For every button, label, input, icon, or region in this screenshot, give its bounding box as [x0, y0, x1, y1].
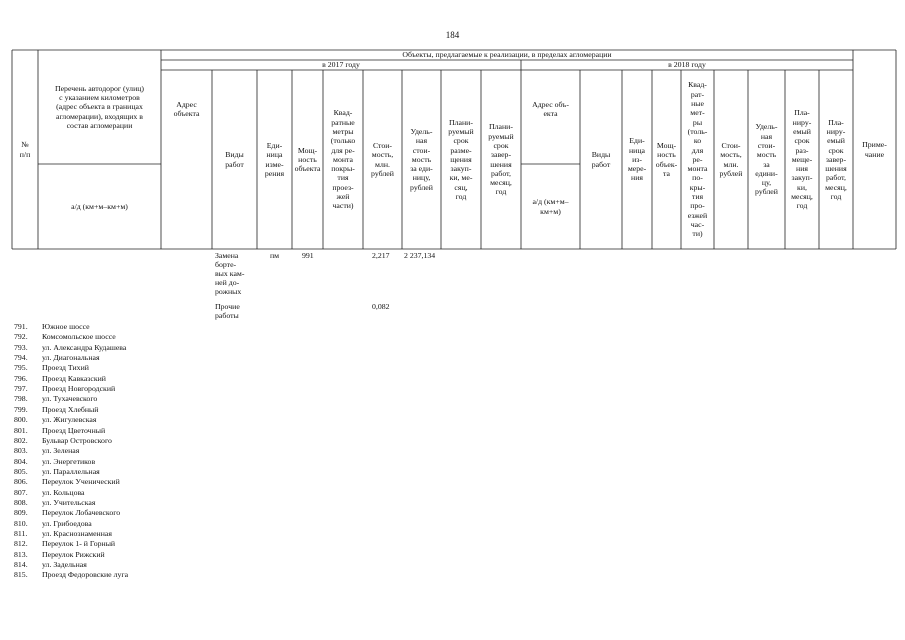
road-name: ул. Грибоедова	[42, 518, 92, 528]
year-2018-header: в 2018 году	[668, 60, 706, 70]
road-name: Переулок 1- й Горный	[42, 539, 116, 549]
table-row	[14, 488, 85, 498]
road-name: Южное шоссе	[42, 322, 90, 331]
road-name: Проезд Тихий	[42, 363, 89, 373]
year-2017-header: в 2017 году	[322, 60, 360, 70]
top-span-header: Объекты, предлагаемые к реализации, в пределах агломерации	[402, 50, 612, 60]
y2017-sqm-header: Квад- ратные метры (только для ре- монта покры- тия проез- жей части)	[330, 108, 356, 211]
y2018-plan-place-header: Пла- ниру- емый срок раз- меще- ния закуп- ки, месяц, год	[791, 108, 813, 211]
y2017-plan-place-header: Плани- руемый срок разме- щения закуп- ки, ме- сяц, год	[448, 117, 474, 202]
road-name: ул. Учительская	[42, 497, 96, 507]
road-name: Проезд Кавказский	[42, 373, 106, 383]
table-row	[14, 457, 95, 467]
col-road-list-header: Перечень автодорог (улиц) с указанием километров (адрес объекта в границах агломерации), входящих в состав агломерации	[54, 83, 145, 130]
page-number: 184	[445, 30, 460, 40]
road-name: ул. Александра Кудашева	[42, 342, 127, 352]
table-row	[14, 415, 96, 425]
road-name: Переулок Лобачевского	[42, 508, 121, 518]
row-number: 811.	[14, 529, 28, 538]
table-row	[14, 332, 116, 342]
y2018-km-header: а/д (км+м– км+м)	[532, 197, 569, 216]
table-row	[14, 384, 115, 394]
road-name: ул. Диагональная	[42, 353, 100, 363]
table-row	[14, 539, 115, 549]
table-row	[14, 498, 95, 508]
row-number: 812.	[14, 539, 28, 549]
y2018-unit-header: Еди- ница из- мере- ния	[627, 136, 647, 183]
row-number: 796.	[14, 373, 28, 383]
y2017-unit-cost-header: Удель- ная стои- мость за еди- ницу, рублей	[410, 126, 433, 192]
row-number: 810.	[14, 518, 28, 528]
table-row	[14, 394, 97, 404]
row-number: 815.	[14, 570, 28, 580]
row-number: 806.	[14, 477, 28, 487]
road-name: Переулок Рижский	[42, 549, 105, 559]
row-number: 791.	[14, 322, 28, 331]
y2018-address-header: Адрес объ- екта	[532, 100, 569, 119]
work-row-1-unit-cost: 2 237,134	[404, 251, 436, 260]
row-number: 802.	[14, 435, 28, 445]
row-number: 807.	[14, 487, 28, 497]
table-row	[14, 560, 87, 570]
table-row	[14, 519, 92, 529]
work-row-1-works: Замена борте- вых кам- ней до- рожных	[215, 251, 245, 296]
row-number: 800.	[14, 415, 28, 425]
row-number: 794.	[14, 353, 28, 363]
work-row-1-power: 991	[302, 251, 314, 260]
work-row-1-cost: 2,217	[372, 251, 390, 260]
table-row	[14, 436, 112, 446]
col-km-header: а/д (км+м–км+м)	[71, 201, 128, 211]
y2017-address-header: Адрес объекта	[173, 100, 200, 119]
y2017-power-header: Мощ- ность объекта	[294, 145, 321, 174]
y2017-works-header: Виды работ	[225, 150, 244, 169]
note-header: Приме- чание	[862, 140, 887, 159]
road-name: ул. Жигулевская	[42, 415, 97, 425]
row-number: 792.	[14, 332, 28, 342]
road-name: Бульвар Островского	[42, 435, 112, 445]
row-number: 804.	[14, 456, 28, 466]
road-name: ул. Краснознаменная	[42, 529, 112, 538]
row-number: 801.	[14, 425, 28, 435]
road-name: ул. Зеленая	[42, 446, 80, 456]
col-number-header: № п/п	[19, 140, 31, 159]
table-row	[14, 363, 89, 373]
table-row	[14, 570, 128, 580]
road-name: Комсомольское шоссе	[42, 332, 116, 342]
row-number: 795.	[14, 363, 28, 373]
y2018-sqm-header: Квад- рат- ные мет- ры (толь- ко для ре- монта по- кры- тия про- езжей час- ти)	[687, 80, 708, 239]
y2018-unit-cost-header: Удель- ная стои- мость за едини- цу, рублей	[755, 122, 778, 197]
row-number: 813.	[14, 549, 28, 559]
y2017-unit-header: Еди- ница изме- рения	[264, 140, 285, 178]
y2018-cost-header: Стои- мость, млн. рублей	[719, 140, 743, 178]
row-number: 803.	[14, 446, 28, 456]
table-row	[14, 446, 79, 456]
road-name: Проезд Цветочный	[42, 425, 106, 435]
work-row-1-unit: пм	[270, 251, 280, 260]
y2018-power-header: Мощ- ность объек- та	[655, 140, 678, 178]
table-row	[14, 405, 98, 415]
road-name: Переулок Ученический	[42, 477, 120, 487]
road-name: Проезд Новгородский	[42, 384, 116, 394]
road-name: ул. Кольцова	[42, 487, 85, 497]
row-number: 809.	[14, 508, 28, 518]
table-row	[14, 467, 100, 477]
row-number: 798.	[14, 394, 28, 404]
row-number: 808.	[14, 497, 28, 507]
y2017-plan-finish-header: Плани- руемый срок завер- шения работ, месяц, год	[488, 122, 514, 197]
y2018-plan-finish-header: Пла- ниру- емый срок завер- шения работ, месяц, год	[825, 117, 847, 202]
work-row-2-cost: 0,082	[372, 302, 390, 311]
table-row	[14, 529, 112, 539]
table-row	[14, 343, 126, 353]
work-row-2-works: Прочие работы	[215, 302, 240, 320]
table-row	[14, 353, 100, 363]
row-number: 814.	[14, 560, 28, 570]
y2017-cost-header: Стои- мость, млн. рублей	[371, 140, 394, 178]
road-name: ул. Тухачевского	[42, 394, 98, 404]
row-number: 793.	[14, 342, 28, 352]
table-row	[14, 550, 105, 560]
row-number: 799.	[14, 404, 28, 414]
road-name: ул. Энергетиков	[42, 456, 96, 466]
row-number: 797.	[14, 384, 28, 394]
table-row	[14, 508, 120, 518]
road-name: ул. Задельная	[42, 560, 87, 570]
road-name: Проезд Хлебный	[42, 404, 99, 414]
table-row	[14, 322, 90, 332]
y2018-works-header: Виды работ	[591, 150, 611, 169]
row-number: 805.	[14, 466, 28, 476]
table-row	[14, 426, 105, 436]
table-row	[14, 374, 106, 384]
road-name: ул. Параллельная	[42, 466, 100, 476]
road-name: Проезд Федоровские луга	[42, 570, 129, 580]
table-row	[14, 477, 120, 487]
